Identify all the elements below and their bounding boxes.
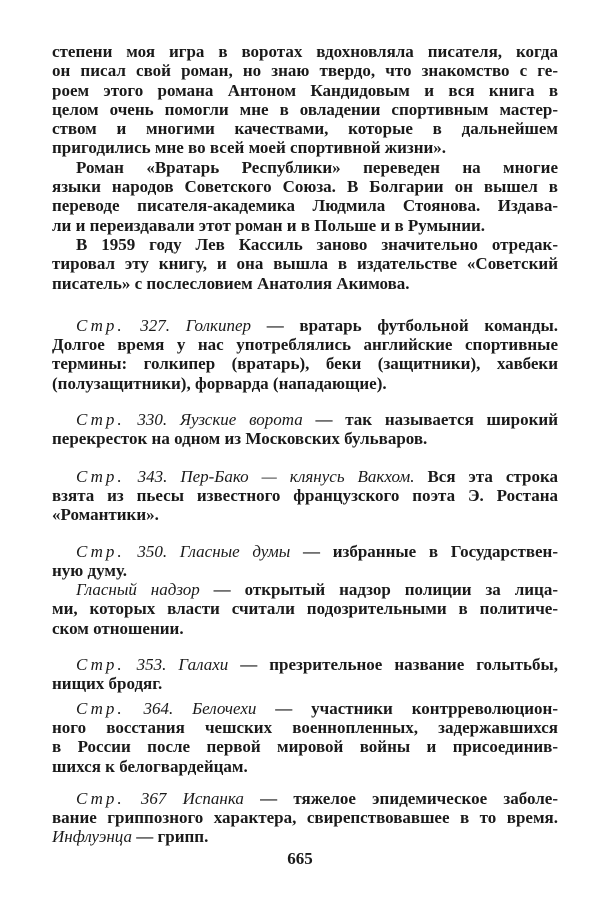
italic-term: 353. Галахи — [124, 655, 229, 675]
italic-term: 327. Голкипер — [124, 315, 252, 335]
page-body-text — [52, 42, 558, 847]
text-line — [52, 699, 558, 718]
italic-term: 343. Пер-Бако — клянусь Вакхом. — [124, 466, 415, 486]
text-line — [52, 486, 558, 505]
text-span: — открытый надзор полиции за лица- — [199, 580, 559, 600]
text-span: шихся к белогвардейцам. — [52, 756, 248, 776]
text-span: он писал свой роман, но знаю твердо, что знакомство с ге- — [52, 61, 558, 81]
text-line — [52, 542, 558, 561]
text-line — [52, 619, 558, 638]
paragraph — [52, 410, 558, 449]
text-span: языки народов Советского Союза. В Болгарии он вышел в — [52, 177, 558, 197]
text-span: — вратарь футбольной команды. — [251, 315, 558, 335]
text-span: пригодились мне во всей моей спортивной жизни». — [52, 138, 447, 158]
text-line — [52, 216, 558, 235]
text-line — [52, 737, 558, 756]
italic-term: 350. Гласные думы — [124, 541, 291, 561]
text-line — [52, 81, 558, 100]
text-span: взята из пьесы известного французского поэта Э. Ростана — [52, 485, 558, 505]
italic-term: Инфлуэнца — [52, 827, 133, 847]
text-line — [52, 177, 558, 196]
text-span: тировал эту книгу, и она вышла в издательстве «Советский — [52, 254, 558, 274]
text-line — [52, 274, 558, 293]
paragraph — [52, 235, 558, 293]
text-line — [52, 316, 558, 335]
text-span: переводе писателя-академика Людмила Стоянова. Издава- — [52, 196, 558, 216]
italic-term: 330. Яузские ворота — [124, 410, 303, 430]
text-line — [52, 235, 558, 254]
text-span: (полузащитники), форварда (нападающие). — [52, 373, 387, 393]
text-line — [52, 674, 558, 693]
text-span: роем этого романа Антоном Кандидовым и вся книга в — [52, 80, 558, 100]
paragraph — [52, 699, 558, 776]
text-line — [52, 354, 558, 373]
italic-term: Гласный надзор — [76, 580, 200, 600]
italic-term: Стр. — [76, 698, 125, 718]
text-span: В 1959 году Лев Кассиль заново значительно отредак- — [76, 234, 558, 254]
text-line — [52, 505, 558, 524]
text-line — [52, 42, 558, 61]
text-line — [52, 561, 558, 580]
text-span: ную думу. — [52, 560, 128, 580]
text-span: целом очень помогли мне в овладении спортивным мастер- — [52, 99, 558, 119]
text-span: — тяжелое эпидемическое заболе- — [243, 788, 558, 808]
text-line — [52, 789, 558, 808]
text-line — [52, 599, 558, 618]
text-line — [52, 580, 558, 599]
text-line — [52, 335, 558, 354]
text-span: — так называется широкий — [302, 410, 559, 430]
italic-term: Стр. — [76, 410, 125, 430]
text-line — [52, 254, 558, 273]
text-line — [52, 757, 558, 776]
text-span: в России после первой мировой войны и присоединив- — [52, 737, 558, 757]
paragraph — [52, 467, 558, 525]
text-span: ством и многими качествами, которые в дальнейшем — [52, 119, 558, 139]
text-span: «Романтики». — [52, 505, 159, 525]
text-span: — грипп. — [132, 827, 209, 847]
text-line — [52, 808, 558, 827]
page-number: 665 — [287, 849, 313, 868]
text-span: Долгое время у нас употреблялись английские спортивные — [52, 335, 558, 355]
italic-term: 364. Белочехи — [124, 698, 257, 718]
text-span: Роман «Вратарь Республики» переведен на многие — [76, 157, 558, 177]
paragraph — [52, 542, 558, 581]
text-span: вание гриппозного характера, свирепствовавшее в то время. — [52, 808, 558, 828]
text-span: — избранные в Государствен- — [290, 541, 558, 561]
text-span: — участники контрреволюцион- — [256, 698, 558, 718]
text-line — [52, 138, 558, 157]
italic-term: Стр. — [76, 315, 125, 335]
text-line — [52, 429, 558, 448]
italic-term: Стр. — [76, 655, 125, 675]
text-line — [52, 119, 558, 138]
text-span: степени моя игра в воротах вдохновляла писателя, когда — [52, 42, 558, 61]
text-span: ли и переиздавали этот роман и в Польше и в Румынии. — [52, 215, 486, 235]
text-line — [52, 467, 558, 486]
text-span: ми, которых власти считали подозрительными в политиче- — [52, 599, 558, 619]
paragraph — [52, 655, 558, 694]
text-line — [52, 655, 558, 674]
text-line — [52, 100, 558, 119]
italic-term: Стр. — [76, 466, 125, 486]
text-span: термины: голкипер (вратарь), беки (защитники), хавбеки — [52, 354, 558, 374]
text-span: ного восстания чешских военнопленных, задержавшихся — [52, 717, 558, 737]
italic-term: Стр. — [76, 788, 125, 808]
italic-term: Стр. — [76, 541, 125, 561]
paragraph — [52, 580, 558, 638]
text-line — [52, 410, 558, 429]
text-span: — презрительное название голытьбы, — [228, 655, 559, 675]
text-span: Вся эта строка — [414, 466, 558, 486]
text-span: нищих бродяг. — [52, 674, 163, 694]
text-line — [52, 196, 558, 215]
text-line — [52, 827, 558, 846]
text-line — [52, 158, 558, 177]
text-line — [52, 374, 558, 393]
paragraph — [52, 158, 558, 235]
text-span: перекресток на одном из Московских бульваров. — [52, 429, 428, 449]
text-span: ском отношении. — [52, 618, 184, 638]
text-line — [52, 718, 558, 737]
text-span: писатель» с послесловием Анатолия Акимова. — [52, 273, 410, 293]
paragraph — [52, 789, 558, 847]
italic-term: 367 Испанка — [124, 788, 244, 808]
paragraph — [52, 316, 558, 393]
paragraph — [52, 42, 558, 158]
text-line — [52, 61, 558, 80]
